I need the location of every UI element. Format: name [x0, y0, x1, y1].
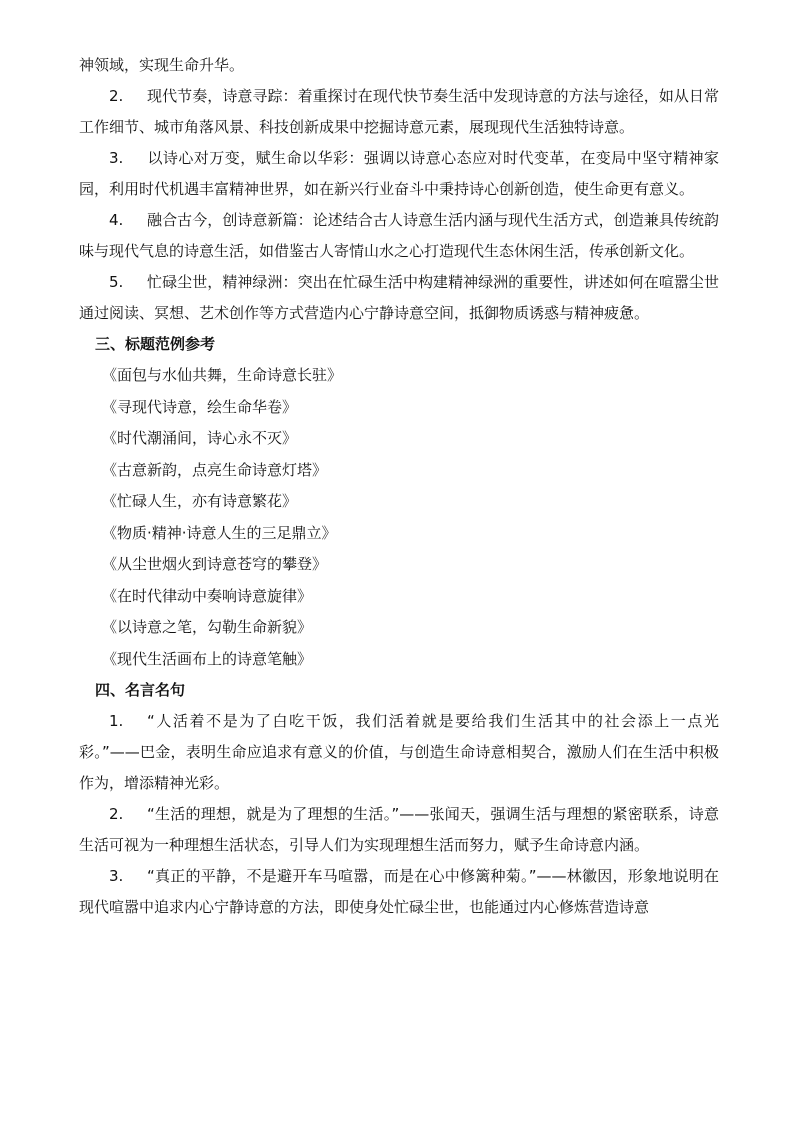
list-number: 5. — [109, 273, 124, 291]
list-item — [79, 81, 719, 143]
section-heading-titles: 三、标题范例参考 — [95, 335, 216, 353]
list-item — [79, 205, 719, 267]
intro-tail-paragraph: 神领域，实现生命升华。 — [79, 56, 245, 74]
list-item — [79, 143, 719, 205]
title-examples-list — [79, 360, 719, 675]
title-example: 《时代潮涌间，诗心永不灭》 — [102, 429, 298, 447]
quote-number: 1. — [109, 712, 124, 730]
title-example: 《面包与水仙共舞，生命诗意长驻》 — [102, 366, 343, 384]
title-example: 《忙碌人生，亦有诗意繁花》 — [102, 492, 298, 510]
quote-number: 3. — [109, 867, 124, 885]
quotes-list — [79, 706, 719, 923]
list-number: 2. — [109, 87, 124, 105]
title-example: 《物质·精神·诗意人生的三足鼎立》 — [102, 523, 337, 542]
list-number: 4. — [109, 211, 124, 229]
quote-number: 2. — [109, 805, 124, 823]
quote-item — [79, 861, 719, 923]
list-item — [79, 267, 719, 329]
list-text: 以诗心对万变，赋生命以华彩：强调以诗意心态应对时代变革，在变局中坚守精神家园，利用时代机遇丰富精神世界，如在新兴行业奋斗中秉持诗心创新创造，使生命更有意义。 — [79, 149, 719, 198]
title-example: 《寻现代诗意，绘生命华卷》 — [102, 397, 298, 416]
subtopic-list — [79, 81, 719, 329]
quote-text: “真正的平静，不是避开车马喧嚣，而是在心中修篱种菊。”——林徽因，形象地说明在现代喧嚣中追求内心宁静诗意的方法，即使身处忙碌尘世，也能通过内心修炼营造诗意 — [79, 867, 719, 916]
title-example: 《以诗意之笔，勾勒生命新貌》 — [102, 618, 313, 636]
title-example: 《从尘世烟火到诗意苍穹的攀登》 — [102, 555, 328, 573]
list-text: 现代节奏，诗意寻踪：着重探讨在现代快节奏生活中发现诗意的方法与途径，如从日常工作细节、城市角落风景、科技创新成果中挖掘诗意元素，展现现代生活独特诗意。 — [79, 87, 719, 136]
list-number: 3. — [109, 149, 124, 167]
list-text: 忙碌尘世，精神绿洲：突出在忙碌生活中构建精神绿洲的重要性，讲述如何在喧嚣尘世通过阅读、冥想、艺术创作等方式营造内心宁静诗意空间，抵御物质诱惑与精神疲惫。 — [79, 273, 719, 322]
quote-text: “生活的理想，就是为了理想的生活。”——张闻天，强调生活与理想的紧密联系，诗意生活可视为一种理想生活状态，引导人们为实现理想生活而努力，赋予生命诗意内涵。 — [79, 805, 719, 854]
list-text: 融合古今，创诗意新篇：论述结合古人诗意生活内涵与现代生活方式，创造兼具传统韵味与现代气息的诗意生活，如借鉴古人寄情山水之心打造现代生态休闲生活，传承创新文化。 — [79, 211, 719, 260]
title-example: 《在时代律动中奏响诗意旋律》 — [102, 586, 313, 605]
quote-text: “人活着不是为了白吃干饭，我们活着就是要给我们生活其中的社会添上一点光彩。”——巴金，表明生命应追求有意义的价值，与创造生命诗意相契合，激励人们在生活中积极作为，增添精神光彩。 — [79, 712, 719, 792]
section-heading-quotes: 四、名言名句 — [95, 681, 186, 699]
title-example: 《现代生活画布上的诗意笔触》 — [102, 649, 313, 668]
quote-item — [79, 706, 719, 799]
quote-item — [79, 799, 719, 861]
title-example: 《古意新韵，点亮生命诗意灯塔》 — [102, 460, 328, 479]
document-page — [79, 50, 719, 923]
